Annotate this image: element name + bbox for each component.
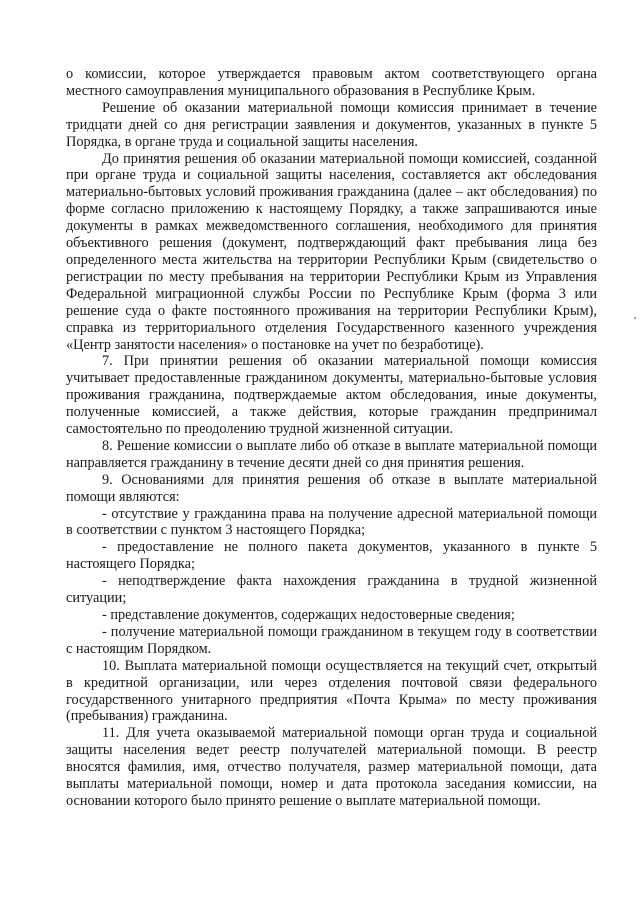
- scan-speck: [634, 317, 636, 319]
- paragraph-11: 11. Для учета оказываемой материальной помощи орган труда и социальной защиты населения ведет реестр получателей материальной помощи. В реестр вносятся фамилия, имя, отчество получателя, размер материальной помощи, дата выплаты материальной помощи, номер и дата протокола заседания комиссии, на основании которого было принято решение о выплате материальной помощи.: [66, 725, 597, 809]
- list-item-refusal-no-right: - отсутствие у гражданина права на получение адресной материальной помощи в соответствии с пунктом 3 настоящего Порядка;: [66, 505, 597, 539]
- document-page: [66, 66, 597, 810]
- paragraph-decision-deadline: Решение об оказании материальной помощи комиссия принимает в течение тридцати дней со дня регистрации заявления и документов, указанных в пункте 5 Порядка, в органе труда и социальной защиты населения.: [66, 99, 597, 150]
- list-item-refusal-unconfirmed-situation: - неподтверждение факта нахождения гражданина в трудной жизненной ситуации;: [66, 573, 597, 607]
- list-item-refusal-false-information: - представление документов, содержащих недостоверные сведения;: [102, 607, 515, 623]
- paragraph-commission-continuation: о комиссии, которое утверждается правовым актом соответствующего органа местного самоуправления муниципального образования в Республике Крым.: [66, 66, 597, 99]
- paragraph-10: 10. Выплата материальной помощи осуществляется на текущий счет, открытый в кредитной организации, или через отделения почтовой связи федерального государственного унитарного предприятия «Почта Крыма» по месту проживания (пребывания) гражданина.: [66, 657, 597, 725]
- paragraph-inspection-act: До принятия решения об оказании материальной помощи комиссией, созданной при органе труда и социальной защиты населения, составляется акт обследования материально-бытовых условий проживания гражданина (далее – акт обследования) по форме согласно приложению к настоящему Порядку, а также запрашиваются иные документы в рамках межведомственного соглашения, необходимого для принятия объективного решения (документ, подтверждающий факт пребывания лица без определенного места жительства на территории Республики Крым (свидетельство о регистрации по месту пребывания на территории Республики Крым из Управления Федеральной миграционной службы России по Республике Крым (форма 3 или решение суда о факте постоянного проживания на территории Республики Крым), справка из территориального отделения Государственного казенного учреждения «Центр занятости населения» о постановке на учет по безработице).: [66, 150, 597, 353]
- list-item-refusal-incomplete-documents: - предоставление не полного пакета документов, указанного в пункте 5 настоящего Порядка;: [66, 539, 597, 573]
- list-item-refusal-already-received: - получение материальной помощи гражданином в текущем году в соответствии с настоящим Порядком.: [66, 623, 597, 657]
- paragraph-8: 8. Решение комиссии о выплате либо об отказе в выплате материальной помощи направляется гражданину в течение десяти дней со дня принятия решения.: [66, 437, 597, 471]
- paragraph-7: 7. При принятии решения об оказании материальной помощи комиссия учитывает предоставленные гражданином документы, материально-бытовые условия проживания гражданина, подтверждаемые актом обследования, иные документы, полученные комиссией, а также действия, которые гражданин предпринимал самостоятельно по преодолению трудной жизненной ситуации.: [66, 353, 597, 438]
- paragraph-9: 9. Основаниями для принятия решения об отказе в выплате материальной помощи являются:: [66, 471, 597, 505]
